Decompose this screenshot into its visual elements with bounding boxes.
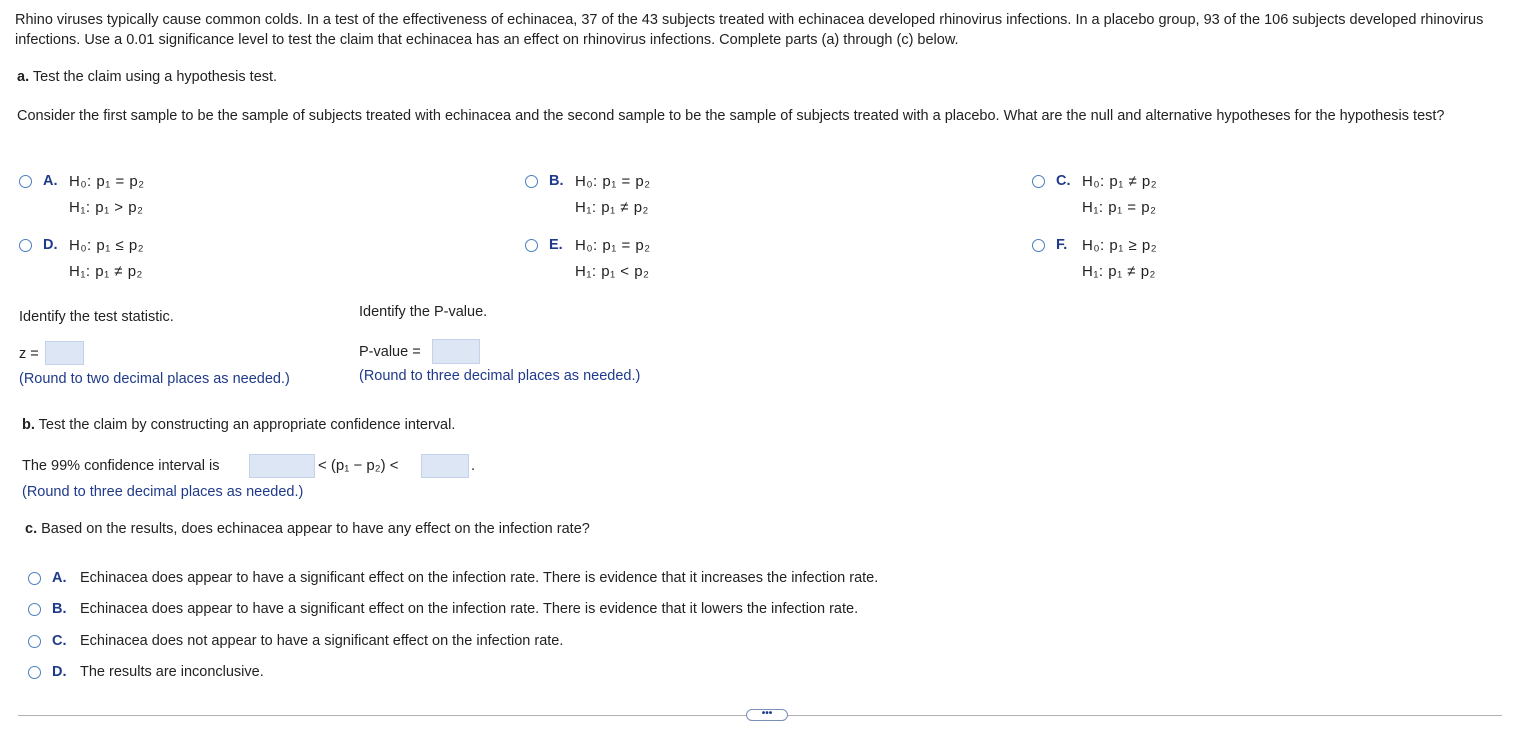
radio-icon[interactable]: [28, 572, 41, 585]
option-h1: p₁ < p₂: [601, 263, 650, 280]
part-b-label: b.: [22, 417, 35, 433]
part-c-label: c.: [25, 521, 38, 537]
problem-statement: Rhino viruses typically cause common colds. In a test of the effectiveness of echinacea, 37 of the 43 subjects treated with echinacea developed rhinovirus infections. In a placebo group, 93 of the 106 subjects developed rhinovirus infections. Use a 0.01 significance level to test the claim that echinacea has an effect on rhinovirus infections. Complete parts (a) through (c) below.: [15, 12, 1484, 48]
pvalue-round-hint: (Round to three decimal places as needed.): [359, 368, 641, 384]
h0-prefix: H₀:: [69, 173, 97, 190]
h1-prefix: H₁:: [69, 263, 96, 280]
h1-prefix: H₁:: [1082, 263, 1109, 280]
option-text: The results are inconclusive.: [80, 664, 264, 680]
radio-icon[interactable]: [1032, 175, 1045, 188]
ci-middle: < (p₁ − p₂) <: [318, 457, 399, 474]
part-a-text: Test the claim using a hypothesis test.: [32, 69, 278, 85]
h1-prefix: H₁:: [1082, 199, 1109, 216]
part-c-text: Based on the results, does echinacea appear to have any effect on the infection rate?: [41, 521, 590, 537]
part-b-heading: [22, 417, 455, 433]
ci-lower-input[interactable]: [249, 454, 315, 478]
option-h0: p₁ ≤ p₂: [96, 237, 145, 254]
radio-icon[interactable]: [19, 175, 32, 188]
radio-icon[interactable]: [28, 666, 41, 679]
h0-prefix: H₀:: [575, 173, 603, 190]
radio-icon[interactable]: [525, 175, 538, 188]
h1-prefix: H₁:: [69, 199, 96, 216]
hypothesis-question: Consider the first sample to be the sample of subjects treated with echinacea and the second sample to be the sample of subjects treated with a placebo. What are the null and alternative hypotheses for the hypothesis test?: [17, 108, 1445, 124]
option-h1: p₁ ≠ p₂: [95, 263, 143, 280]
ci-prefix: The 99% confidence interval is: [22, 458, 220, 474]
option-h0: p₁ = p₂: [602, 173, 651, 190]
radio-icon[interactable]: [19, 239, 32, 252]
option-letter: F.: [1056, 237, 1068, 253]
part-a-label: a.: [17, 69, 30, 85]
radio-icon[interactable]: [28, 635, 41, 648]
option-h0: p₁ = p₂: [602, 237, 651, 254]
option-letter: C.: [52, 633, 67, 649]
pvalue-prompt: Identify the P-value.: [359, 304, 488, 320]
option-text: Echinacea does appear to have a significant effect on the infection rate. There is evidence that it increases the infection rate.: [80, 570, 879, 586]
z-label: z =: [19, 346, 39, 362]
radio-icon[interactable]: [28, 603, 41, 616]
z-round-hint: (Round to two decimal places as needed.): [19, 371, 290, 387]
part-c-heading: [25, 521, 590, 537]
radio-icon[interactable]: [525, 239, 538, 252]
z-input[interactable]: [45, 341, 84, 365]
option-h1: p₁ > p₂: [95, 199, 144, 216]
more-button[interactable]: •••: [746, 709, 788, 721]
h0-prefix: H₀:: [575, 237, 603, 254]
ci-upper-input[interactable]: [421, 454, 469, 478]
radio-icon[interactable]: [1032, 239, 1045, 252]
h0-prefix: H₀:: [69, 237, 97, 254]
part-b-text: Test the claim by constructing an appropriate confidence interval.: [38, 417, 456, 433]
option-h0: p₁ ≠ p₂: [1109, 173, 1158, 190]
h0-prefix: H₀:: [1082, 173, 1110, 190]
part-a-heading: [17, 69, 277, 85]
h1-prefix: H₁:: [575, 199, 602, 216]
option-text: Echinacea does appear to have a significant effect on the infection rate. There is evidence that it lowers the infection rate.: [80, 601, 859, 617]
option-h0: p₁ ≥ p₂: [1109, 237, 1158, 254]
option-letter: B.: [549, 173, 564, 189]
option-letter: A.: [43, 173, 58, 189]
option-letter: C.: [1056, 173, 1071, 189]
option-text: Echinacea does not appear to have a significant effect on the infection rate.: [80, 633, 564, 649]
pvalue-input[interactable]: [432, 339, 480, 364]
option-letter: D.: [43, 237, 58, 253]
ci-end: .: [471, 458, 476, 474]
option-h1: p₁ = p₂: [1108, 199, 1157, 216]
option-letter: A.: [52, 570, 67, 586]
option-letter: E.: [549, 237, 563, 253]
option-h0: p₁ = p₂: [96, 173, 145, 190]
option-letter: B.: [52, 601, 67, 617]
option-h1: p₁ ≠ p₂: [601, 199, 649, 216]
option-h1: p₁ ≠ p₂: [1108, 263, 1156, 280]
ci-round-hint: (Round to three decimal places as needed.): [22, 484, 304, 500]
pvalue-label: P-value =: [359, 344, 421, 360]
h1-prefix: H₁:: [575, 263, 602, 280]
test-statistic-prompt: Identify the test statistic.: [19, 309, 174, 325]
option-letter: D.: [52, 664, 67, 680]
h0-prefix: H₀:: [1082, 237, 1110, 254]
